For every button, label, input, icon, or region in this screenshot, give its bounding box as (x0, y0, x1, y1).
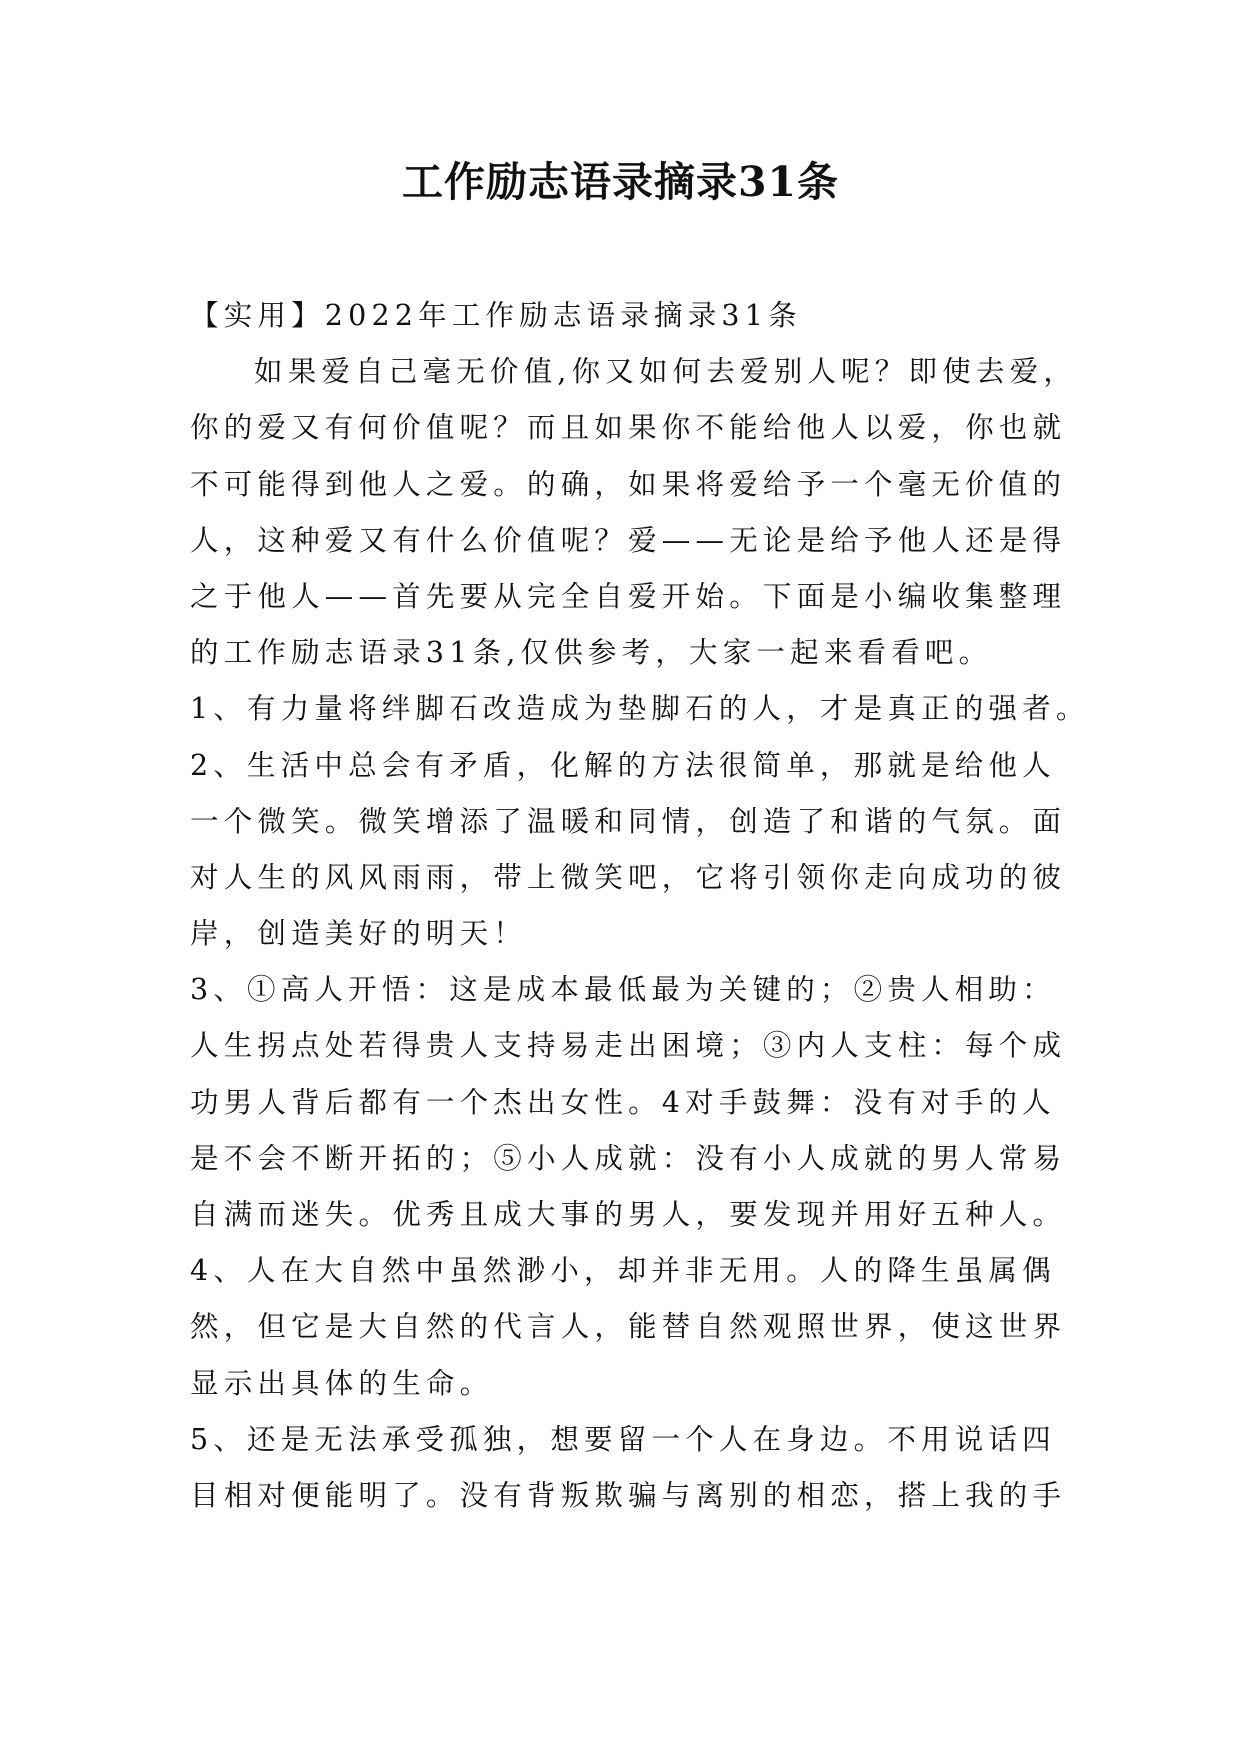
body-line-17: 自满而迷失。优秀且成大事的男人，要发现并用好五种人。 (190, 1198, 1067, 1231)
body-line-6: 之于他人——首先要从完全自爱开始。下面是小编收集整理 (190, 579, 1067, 613)
body-line-18: 4、人在大自然中虽然渺小，却并非无用。人的降生虽属偶 (190, 1254, 1056, 1288)
body-line-21: 5、还是无法承受孤独，想要留一个人在身边。不用说话四 (190, 1422, 1056, 1456)
body-line-11: 对人生的风风雨雨，带上微笑吧，它将引领你走向成功的彼 (190, 860, 1067, 894)
body-line-13: 3、①高人开悟：这是成本最低最为关键的；②贵人相助： (190, 973, 1056, 1007)
document-body (190, 288, 1090, 1524)
body-line-1: 【实用】2022年工作励志语录摘录31条 (190, 299, 802, 332)
body-line-12: 岸，创造美好的明天！ (190, 917, 528, 951)
body-line-22: 目相对便能明了。没有背叛欺骗与离别的相恋，搭上我的手 (190, 1478, 1067, 1512)
body-line-2: 如果爱自己毫无价值,你又如何去爱别人呢？即使去爱， (254, 355, 1078, 389)
body-line-3: 你的爱又有何价值呢？而且如果你不能给他人以爱，你也就 (190, 411, 1067, 445)
body-line-20: 显示出具体的生命。 (190, 1366, 494, 1400)
body-line-15: 功男人背后都有一个杰出女性。4对手鼓舞：没有对手的人 (190, 1085, 1056, 1119)
body-line-16: 是不会不断开拓的；⑤小人成就：没有小人成就的男人常易 (190, 1141, 1067, 1175)
body-line-7: 的工作励志语录31条,仅供参考，大家一起来看看吧。 (190, 636, 993, 670)
body-line-19: 然，但它是大自然的代言人，能替自然观照世界，使这世界 (190, 1310, 1067, 1344)
body-line-9: 2、生活中总会有矛盾，化解的方法很简单，那就是给他人 (190, 748, 1056, 782)
body-line-4: 不可能得到他人之爱。的确，如果将爱给予一个毫无价值的 (190, 467, 1067, 501)
document-title: 工作励志语录摘录31条 (401, 158, 840, 206)
body-line-5: 人，这种爱又有什么价值呢？爱——无论是给予他人还是得 (190, 523, 1067, 557)
body-line-10: 一个微笑。微笑增添了温暖和同情，创造了和谐的气氛。面 (190, 804, 1067, 838)
body-line-8: 1、有力量将绊脚石改造成为垫脚石的人，才是真正的强者。 (190, 692, 1090, 726)
body-line-14: 人生拐点处若得贵人支持易走出困境；③内人支柱：每个成 (190, 1029, 1067, 1063)
